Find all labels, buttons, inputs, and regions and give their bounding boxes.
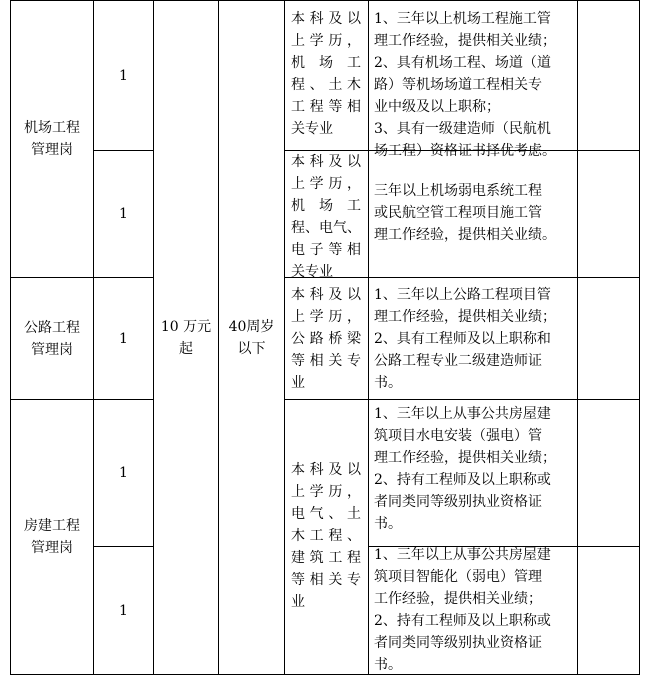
requirement-line: 理工作经验，提供相关业绩； <box>374 450 556 466</box>
education-line: 电子等相 <box>291 242 361 258</box>
education-line: 机 场 工 <box>291 55 361 71</box>
education-line: 等相关专 <box>291 353 361 369</box>
requirement-line: 2、具有机场工程、场道（道 <box>374 55 551 71</box>
education-cell <box>291 459 361 613</box>
education-line: 关专业 <box>291 264 333 280</box>
requirement-line: 1、三年以上机场工程施工管 <box>374 11 551 27</box>
education-line: 工程等相 <box>291 99 361 115</box>
salary-cell <box>154 1 218 674</box>
headcount-cell: 1 <box>119 67 128 84</box>
education-line: 本科及以 <box>291 154 361 170</box>
requirement-line: 1、三年以上从事公共房屋建 <box>374 406 551 422</box>
headcount-cell: 1 <box>119 465 128 481</box>
requirement-line: 1、三年以上公路工程项目管 <box>374 287 551 303</box>
education-line: 本科及以 <box>291 287 361 303</box>
position-name-line: 管理岗 <box>31 142 73 158</box>
requirement-line: 公路工程专业二级建造师证 <box>374 353 542 369</box>
requirement-line: 2、具有工程师及以上职称和 <box>374 331 551 347</box>
education-cell <box>291 151 361 283</box>
requirement-line: 筑项目水电安装（强电）管 <box>374 428 542 444</box>
requirement-line: 书。 <box>374 516 402 532</box>
age-line: 以下 <box>237 340 266 357</box>
age-line: 40周岁 <box>228 318 275 335</box>
requirement-line: 业中级及以上职称； <box>374 99 500 115</box>
requirement-line: 理工作经验，提供相关业绩； <box>374 33 556 49</box>
requirement-line: 2、持有工程师及以上职称或 <box>374 613 551 629</box>
position-name-highway <box>11 278 93 399</box>
education-line: 上学历， <box>291 484 361 500</box>
education-line: 程、电气、 <box>291 220 361 236</box>
requirement-line: 路）等机场场道工程相关专 <box>374 77 542 93</box>
requirement-cell <box>374 8 574 162</box>
position-name-airport <box>11 1 93 277</box>
position-name-line: 房建工程 <box>24 518 80 534</box>
education-line: 本科及以 <box>291 462 361 478</box>
requirement-line: 理工作经验，提供相关业绩； <box>374 309 556 325</box>
requirement-line: 三年以上机场弱电系统工程 <box>374 183 542 199</box>
education-line: 上学历， <box>291 309 361 325</box>
age-cell <box>219 1 284 674</box>
education-line: 公路桥梁 <box>291 331 361 347</box>
education-cell <box>291 284 361 394</box>
requirement-line: 书。 <box>374 375 402 391</box>
education-line: 上学历， <box>291 176 361 192</box>
headcount-cell: 1 <box>119 330 128 347</box>
requirement-line: 者同类同等级别执业资格证 <box>374 494 542 510</box>
salary-line: 起 <box>178 340 193 357</box>
education-line: 关专业 <box>291 121 333 137</box>
education-line: 上学历， <box>291 33 361 49</box>
requirement-line: 3、具有一级建造师（民航机 <box>374 121 551 137</box>
requirement-cell <box>374 180 574 246</box>
education-line: 程 、 土 木 <box>291 77 361 93</box>
position-name-line: 机场工程 <box>24 120 80 136</box>
position-name-line: 公路工程 <box>24 319 80 336</box>
requirement-line: 工作经验，提供相关业绩； <box>374 591 542 607</box>
education-line: 业 <box>291 594 305 610</box>
requirement-line: 2、持有工程师及以上职称或 <box>374 472 551 488</box>
education-line: 电气、土 <box>291 506 361 522</box>
requirement-cell <box>374 284 574 394</box>
education-line: 等相关专 <box>291 572 361 588</box>
education-line: 建筑工程 <box>291 550 361 566</box>
headcount-cell: 1 <box>119 602 128 619</box>
position-name-line: 管理岗 <box>31 540 73 556</box>
requirement-cell <box>374 544 574 676</box>
requirement-line: 者同类同等级别执业资格证 <box>374 635 542 651</box>
requirement-line: 理工作经验，提供相关业绩。 <box>374 227 556 243</box>
requirement-line: 1、三年以上从事公共房屋建 <box>374 547 551 563</box>
position-name-line: 管理岗 <box>31 341 73 358</box>
position-name-building <box>11 400 93 674</box>
requirement-line: 或民航空管工程项目施工管 <box>374 205 542 221</box>
education-line: 木工程、 <box>291 528 361 544</box>
education-line: 业 <box>291 375 305 391</box>
requirement-line: 书。 <box>374 657 402 673</box>
requirement-cell <box>374 403 574 535</box>
salary-line: 10 万元 <box>160 318 212 335</box>
education-line: 机 场 工 <box>291 198 361 214</box>
education-line: 本科及以 <box>291 11 361 27</box>
requirement-line: 场工程）资格证书择优考虑。 <box>374 143 556 159</box>
headcount-cell: 1 <box>119 206 128 222</box>
requirement-line: 筑项目智能化（弱电）管理 <box>374 569 542 585</box>
education-cell <box>291 8 361 140</box>
